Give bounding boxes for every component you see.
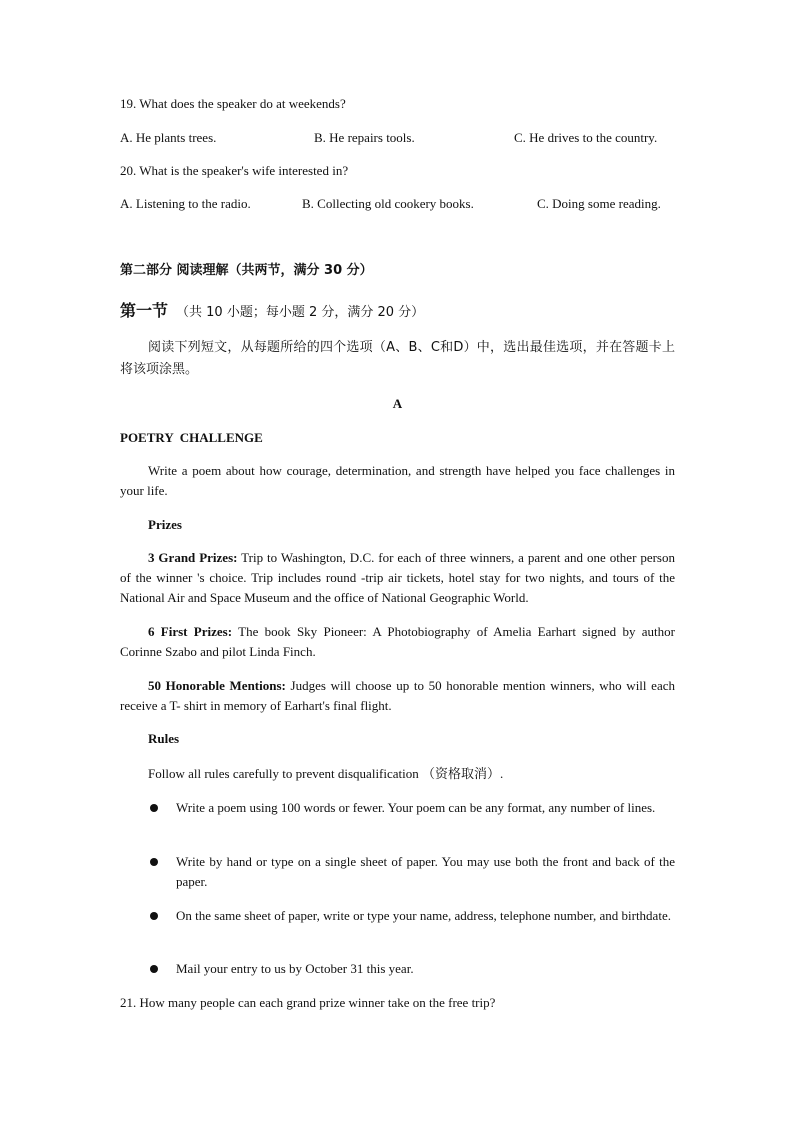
bullet-icon xyxy=(150,965,158,973)
rule-text: Write by hand or type on a single sheet of paper. You may use both the front and back of the paper. xyxy=(176,854,675,889)
rule-item xyxy=(120,798,675,818)
rule-item xyxy=(120,852,675,892)
bullet-icon xyxy=(150,912,158,920)
honorable-mentions xyxy=(120,676,675,716)
grand-prizes-text: Trip to Washington, D.C. for each of three winners, a parent and one other person of the winner 's choice. Trip includes round -trip air tickets, hotel stay for two nights, and tours of the National Air and Space Museum and the office of National Geographic World. xyxy=(120,550,675,605)
rule-item xyxy=(120,906,675,926)
question-21: 21. How many people can each grand prize winner take on the free trip? xyxy=(120,995,496,1010)
option-b: B. Collecting old cookery books. xyxy=(302,196,474,211)
section1-heading xyxy=(120,300,675,324)
section1-title: 第一节 xyxy=(120,301,169,320)
first-prizes-label: 6 First Prizes: xyxy=(148,624,233,639)
rule-text: On the same sheet of paper, write or type your name, address, telephone number, and birthdate. xyxy=(176,908,671,923)
passage-intro: Write a poem about how courage, determination, and strength have helped you face challenges in your life. xyxy=(120,463,675,498)
rule-text: Mail your entry to us by October 31 this year. xyxy=(176,961,414,976)
rules-intro: Follow all rules carefully to prevent disqualification （资格取消）. xyxy=(148,766,504,781)
option-b: B. He repairs tools. xyxy=(314,130,415,145)
option-c: C. He drives to the country. xyxy=(514,130,658,145)
bullet-icon xyxy=(150,804,158,812)
option-a: A. Listening to the radio. xyxy=(120,196,251,211)
part2-heading: 第二部分 阅读理解（共两节，满分 30 分） xyxy=(120,263,373,278)
bullet-icon xyxy=(150,858,158,866)
question-19: 19. What does the speaker do at weekends? xyxy=(120,96,346,111)
question-20: 20. What is the speaker's wife interested in? xyxy=(120,163,349,178)
option-a: A. He plants trees. xyxy=(120,130,217,145)
option-c: C. Doing some reading. xyxy=(537,196,661,211)
first-prizes-text: The book Sky Pioneer: A Photobiography of Amelia Earhart signed by author Corinne Szabo and pilot Linda Finch. xyxy=(120,624,675,659)
honorable-mentions-text: Judges will choose up to 50 honorable mention winners, who will each receive a T- shirt in memory of Earhart's final flight. xyxy=(120,678,675,713)
passage-label: A xyxy=(392,396,403,411)
grand-prizes-label: 3 Grand Prizes: xyxy=(148,550,238,565)
reading-instructions: 阅读下列短文，从每题所给的四个选项（A、B、C和D）中，选出最佳选项，并在答题卡上将该项涂黑。 xyxy=(120,340,675,377)
grand-prizes xyxy=(120,548,675,608)
section1-subtitle: （共 10 小题；每小题 2 分，满分 20 分） xyxy=(176,305,425,320)
question-20-options xyxy=(120,194,675,214)
honorable-mentions-label: 50 Honorable Mentions: xyxy=(148,678,286,693)
prizes-heading: Prizes xyxy=(148,517,182,532)
rule-item xyxy=(120,959,675,979)
question-19-options xyxy=(120,128,675,148)
rule-text: Write a poem using 100 words or fewer. Your poem can be any format, any number of lines. xyxy=(176,800,656,815)
first-prizes xyxy=(120,622,675,662)
passage-title: POETRY CHALLENGE xyxy=(120,430,263,445)
rules-heading: Rules xyxy=(148,731,180,746)
